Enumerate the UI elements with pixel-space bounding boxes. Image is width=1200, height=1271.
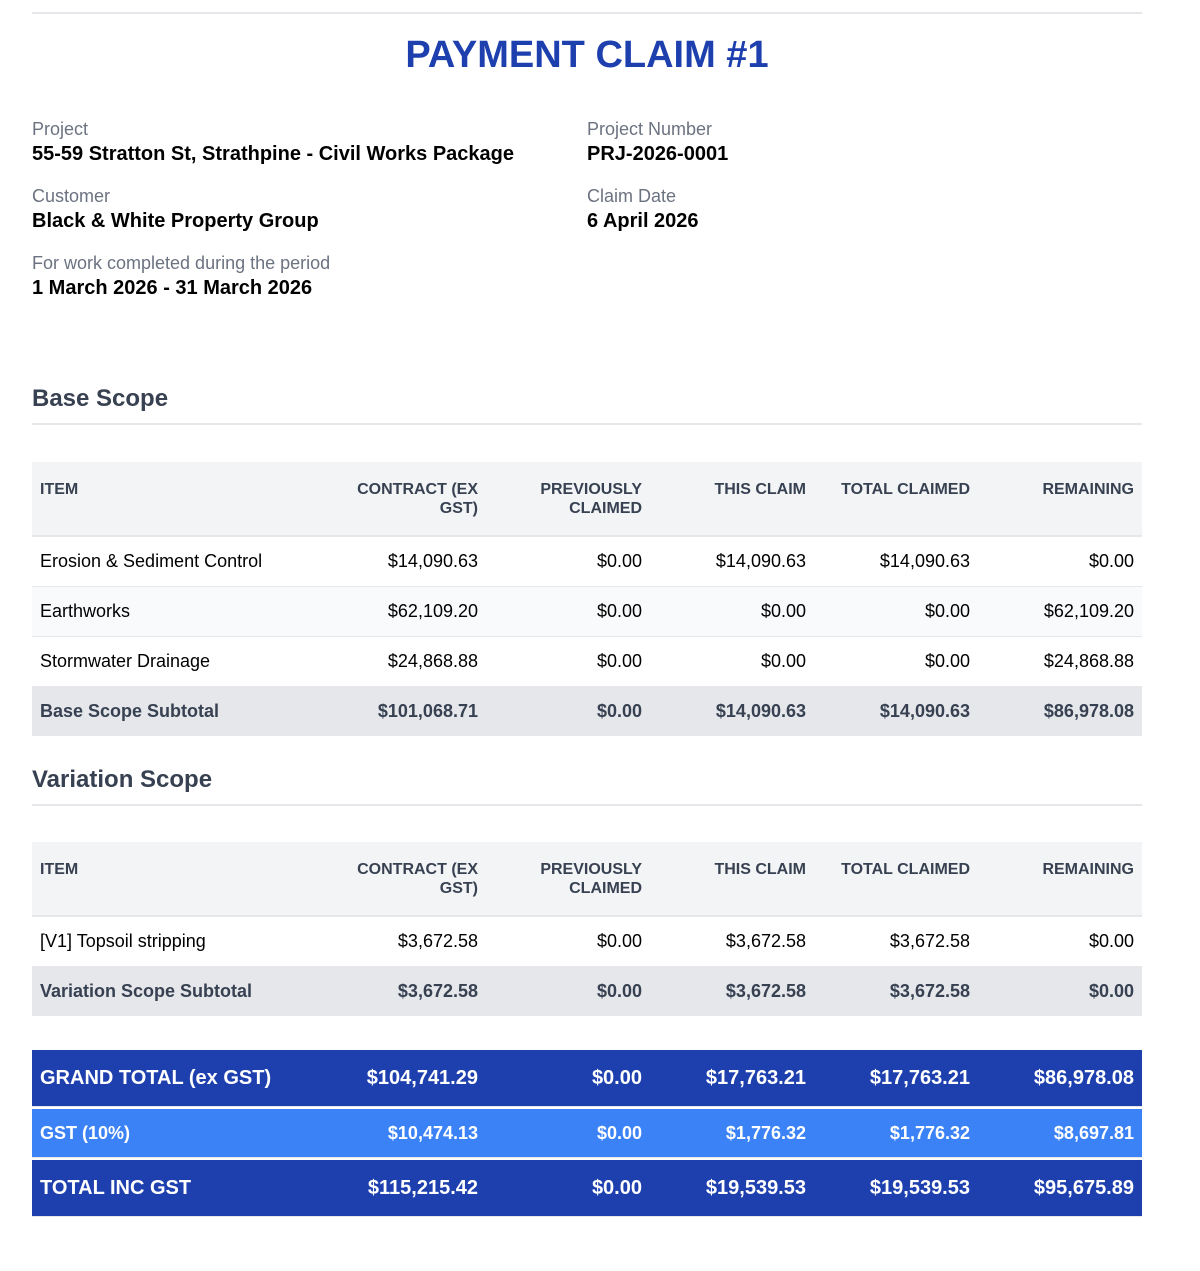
cell-item: [V1] Topsoil stripping	[32, 916, 322, 967]
cell-remaining: $62,109.20	[978, 587, 1142, 637]
cell-remaining: $0.00	[978, 916, 1142, 967]
subtotal-row	[32, 687, 1142, 737]
project-number-value: PRJ-2026-0001	[587, 143, 729, 165]
gst-row	[32, 1109, 1142, 1158]
meta-right	[587, 119, 728, 253]
column-header-this-claim: THIS CLAIM	[650, 462, 814, 536]
cell-this-claim: $14,090.63	[650, 536, 814, 587]
cell-total-claimed: $3,672.58	[814, 967, 978, 1017]
cell-remaining: $95,675.89	[978, 1160, 1142, 1217]
cell-this-claim: $0.00	[650, 587, 814, 637]
table-row	[32, 587, 1142, 637]
cell-this-claim: $19,539.53	[650, 1160, 814, 1217]
top-divider	[32, 12, 1142, 14]
project-value: 55-59 Stratton St, Strathpine - Civil Works Package	[32, 143, 514, 165]
cell-previously-claimed: $0.00	[486, 536, 650, 587]
cell-item: Base Scope Subtotal	[32, 687, 322, 737]
table-row	[32, 637, 1142, 687]
cell-this-claim: $14,090.63	[650, 687, 814, 737]
table-header-row	[32, 842, 1142, 916]
grand-total-row	[32, 1050, 1142, 1107]
period-label: For work completed during the period	[32, 253, 331, 273]
table-row	[32, 536, 1142, 587]
cell-remaining: $86,978.08	[978, 687, 1142, 737]
column-header-item: ITEM	[32, 842, 322, 916]
cell-previously-claimed: $0.00	[486, 687, 650, 737]
cell-item: Earthworks	[32, 587, 322, 637]
cell-contract-ex-gst: $3,672.58	[322, 916, 486, 967]
table-row	[32, 916, 1142, 967]
column-header-previously-claimed: PREVIOUSLY CLAIMED	[486, 842, 650, 916]
cell-item: Erosion & Sediment Control	[32, 536, 322, 587]
cell-this-claim: $3,672.58	[650, 967, 814, 1017]
cell-previously-claimed: $0.00	[486, 587, 650, 637]
cell-item: GST (10%)	[32, 1109, 322, 1158]
meta-left	[32, 119, 514, 320]
customer-value: Black & White Property Group	[32, 210, 319, 232]
column-header-this-claim: THIS CLAIM	[650, 842, 814, 916]
customer-label: Customer	[32, 186, 111, 206]
column-header-contract-ex-gst: CONTRACT (EX GST)	[322, 842, 486, 916]
cell-remaining: $8,697.81	[978, 1109, 1142, 1158]
claim-date-label: Claim Date	[587, 186, 677, 206]
cell-remaining: $0.00	[978, 536, 1142, 587]
cell-previously-claimed: $0.00	[486, 967, 650, 1017]
cell-previously-claimed: $0.00	[486, 916, 650, 967]
cell-previously-claimed: $0.00	[486, 637, 650, 687]
period-value: 1 March 2026 - 31 March 2026	[32, 277, 313, 299]
cell-item: Variation Scope Subtotal	[32, 967, 322, 1017]
cell-this-claim: $3,672.58	[650, 916, 814, 967]
cell-contract-ex-gst: $115,215.42	[322, 1160, 486, 1217]
project-number-label: Project Number	[587, 119, 713, 139]
column-header-remaining: REMAINING	[978, 842, 1142, 916]
subtotal-row	[32, 967, 1142, 1017]
cell-contract-ex-gst: $3,672.58	[322, 967, 486, 1017]
column-header-previously-claimed: PREVIOUSLY CLAIMED	[486, 462, 650, 536]
cell-contract-ex-gst: $24,868.88	[322, 637, 486, 687]
cell-item: Stormwater Drainage	[32, 637, 322, 687]
cell-total-claimed: $3,672.58	[814, 916, 978, 967]
project-label: Project	[32, 119, 89, 139]
claim-date-value: 6 April 2026	[587, 210, 699, 232]
column-header-contract-ex-gst: CONTRACT (EX GST)	[322, 462, 486, 536]
cell-total-claimed: $19,539.53	[814, 1160, 978, 1217]
base-scope-heading: Base Scope	[32, 385, 1142, 425]
cell-contract-ex-gst: $101,068.71	[322, 687, 486, 737]
cell-remaining: $0.00	[978, 967, 1142, 1017]
table-header-row	[32, 462, 1142, 536]
total-inc-gst-row	[32, 1160, 1142, 1217]
cell-remaining: $24,868.88	[978, 637, 1142, 687]
cell-total-claimed: $0.00	[814, 587, 978, 637]
cell-previously-claimed: $0.00	[486, 1160, 650, 1217]
variation-scope-heading: Variation Scope	[32, 766, 1142, 806]
cell-total-claimed: $17,763.21	[814, 1050, 978, 1107]
cell-previously-claimed: $0.00	[486, 1109, 650, 1158]
column-header-total-claimed: TOTAL CLAIMED	[814, 842, 978, 916]
cell-item: TOTAL INC GST	[32, 1160, 322, 1217]
page-title: PAYMENT CLAIM #1	[405, 34, 769, 76]
cell-contract-ex-gst: $14,090.63	[322, 536, 486, 587]
cell-contract-ex-gst: $104,741.29	[322, 1050, 486, 1107]
cell-total-claimed: $14,090.63	[814, 536, 978, 587]
cell-item: GRAND TOTAL (ex GST)	[32, 1050, 322, 1107]
cell-contract-ex-gst: $10,474.13	[322, 1109, 486, 1158]
cell-this-claim: $0.00	[650, 637, 814, 687]
cell-previously-claimed: $0.00	[486, 1050, 650, 1107]
totals-table	[32, 1048, 1142, 1219]
cell-total-claimed: $0.00	[814, 637, 978, 687]
cell-total-claimed: $14,090.63	[814, 687, 978, 737]
column-header-remaining: REMAINING	[978, 462, 1142, 536]
base-scope-table	[32, 462, 1142, 736]
cell-contract-ex-gst: $62,109.20	[322, 587, 486, 637]
column-header-item: ITEM	[32, 462, 322, 536]
variation-scope-table	[32, 842, 1142, 1016]
cell-remaining: $86,978.08	[978, 1050, 1142, 1107]
cell-this-claim: $1,776.32	[650, 1109, 814, 1158]
cell-total-claimed: $1,776.32	[814, 1109, 978, 1158]
cell-this-claim: $17,763.21	[650, 1050, 814, 1107]
column-header-total-claimed: TOTAL CLAIMED	[814, 462, 978, 536]
